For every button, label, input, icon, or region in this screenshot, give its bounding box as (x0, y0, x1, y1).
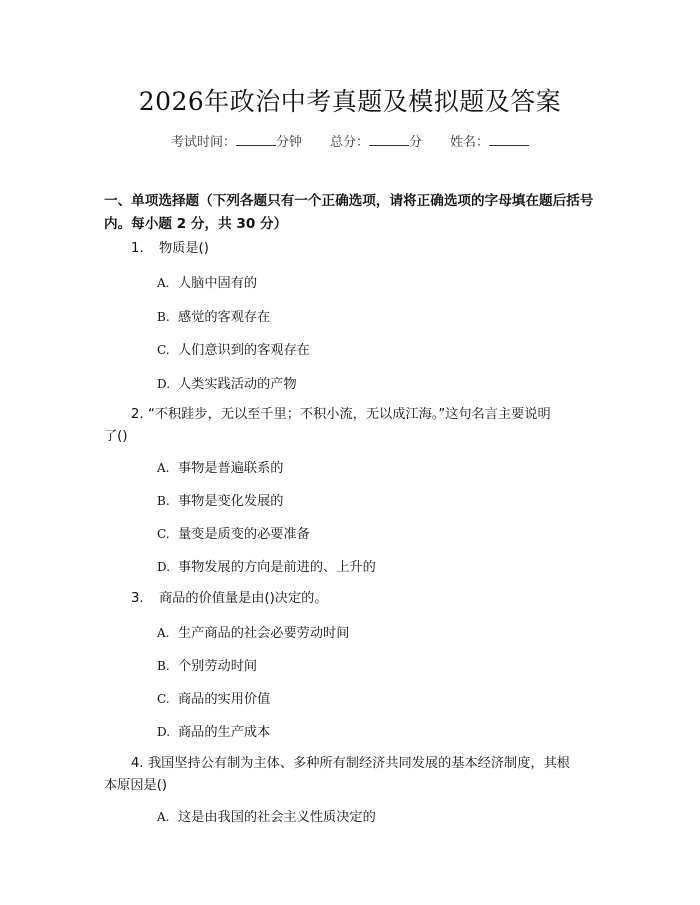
score-label: 总分： (329, 135, 369, 150)
option-text: 这是由我国的社会主义性质决定的 (178, 810, 376, 825)
option-1c (157, 339, 310, 362)
page-title: 2026年政治中考真题及模拟题及答案 (138, 87, 562, 116)
question-number: 2. (131, 407, 144, 422)
question-number: 4. (131, 756, 144, 771)
question-3 (104, 588, 594, 610)
option-text: 个别劳动时间 (178, 659, 258, 674)
name-label: 姓名： (450, 135, 490, 150)
time-blank (236, 135, 276, 146)
option-1b (157, 306, 270, 329)
option-2b (157, 490, 284, 513)
question-4 (104, 753, 594, 797)
option-4a (157, 806, 376, 829)
option-letter: A. (157, 810, 170, 824)
option-letter: B. (157, 310, 170, 324)
option-2d (157, 556, 376, 579)
option-text: 事物是普遍联系的 (178, 461, 284, 476)
option-2a (157, 457, 284, 480)
option-letter: D. (157, 377, 171, 391)
student-name (450, 131, 529, 150)
question-number: 3. (131, 591, 144, 606)
option-1d (157, 373, 297, 396)
question-number: 1. (131, 241, 144, 256)
option-letter: A. (157, 626, 170, 640)
option-text: 商品的实用价值 (178, 692, 271, 707)
section-heading: 一、单项选择题（下列各题只有一个正确选项，请将正确选项的字母填在题后括号内。每小题 2 分，共 30 分） (104, 193, 594, 232)
option-letter: A. (157, 461, 170, 475)
option-letter: D. (157, 725, 171, 739)
option-text: 量变是质变的必要准备 (178, 527, 310, 542)
question-stem: 物质是() (159, 241, 209, 256)
option-letter: B. (157, 494, 170, 508)
question-stem-line2: 本原因是() (104, 778, 168, 793)
option-letter: C. (157, 527, 170, 541)
option-text: 事物发展的方向是前进的、上升的 (178, 560, 376, 575)
option-3c (157, 688, 270, 711)
question-2 (104, 404, 594, 448)
option-text: 人类实践活动的产物 (178, 377, 297, 392)
option-3b (157, 655, 257, 678)
score-unit: 分 (409, 135, 423, 150)
exam-meta (0, 131, 700, 150)
total-score (330, 131, 422, 150)
option-text: 商品的生产成本 (178, 725, 271, 740)
option-2c (157, 523, 310, 546)
option-letter: A. (157, 276, 170, 290)
option-text: 生产商品的社会必要劳动时间 (178, 626, 350, 641)
option-3d (157, 721, 270, 744)
question-stem-line1: “不积跬步，无以至千里；不积小流，无以成江海。”这句名言主要说明 (148, 407, 551, 422)
exam-time (171, 131, 302, 150)
option-letter: B. (157, 659, 170, 673)
score-blank (369, 135, 409, 146)
time-unit: 分钟 (275, 135, 302, 150)
option-letter: C. (157, 692, 170, 706)
option-letter: D. (157, 560, 171, 574)
time-label: 考试时间： (170, 135, 236, 150)
question-stem-line1: 我国坚持公有制为主体、多种所有制经济共同发展的基本经济制度，其根 (148, 756, 570, 771)
option-text: 感觉的客观存在 (178, 310, 271, 325)
option-1a (157, 272, 257, 295)
option-text: 人们意识到的客观存在 (178, 343, 310, 358)
option-3a (157, 622, 349, 645)
name-blank (489, 135, 529, 146)
question-1 (104, 238, 594, 260)
question-stem-line2: 了() (104, 429, 128, 444)
option-text: 事物是变化发展的 (178, 494, 284, 509)
option-letter: C. (157, 343, 170, 357)
option-text: 人脑中固有的 (178, 276, 258, 291)
question-stem: 商品的价值量是由()决定的。 (159, 591, 328, 606)
